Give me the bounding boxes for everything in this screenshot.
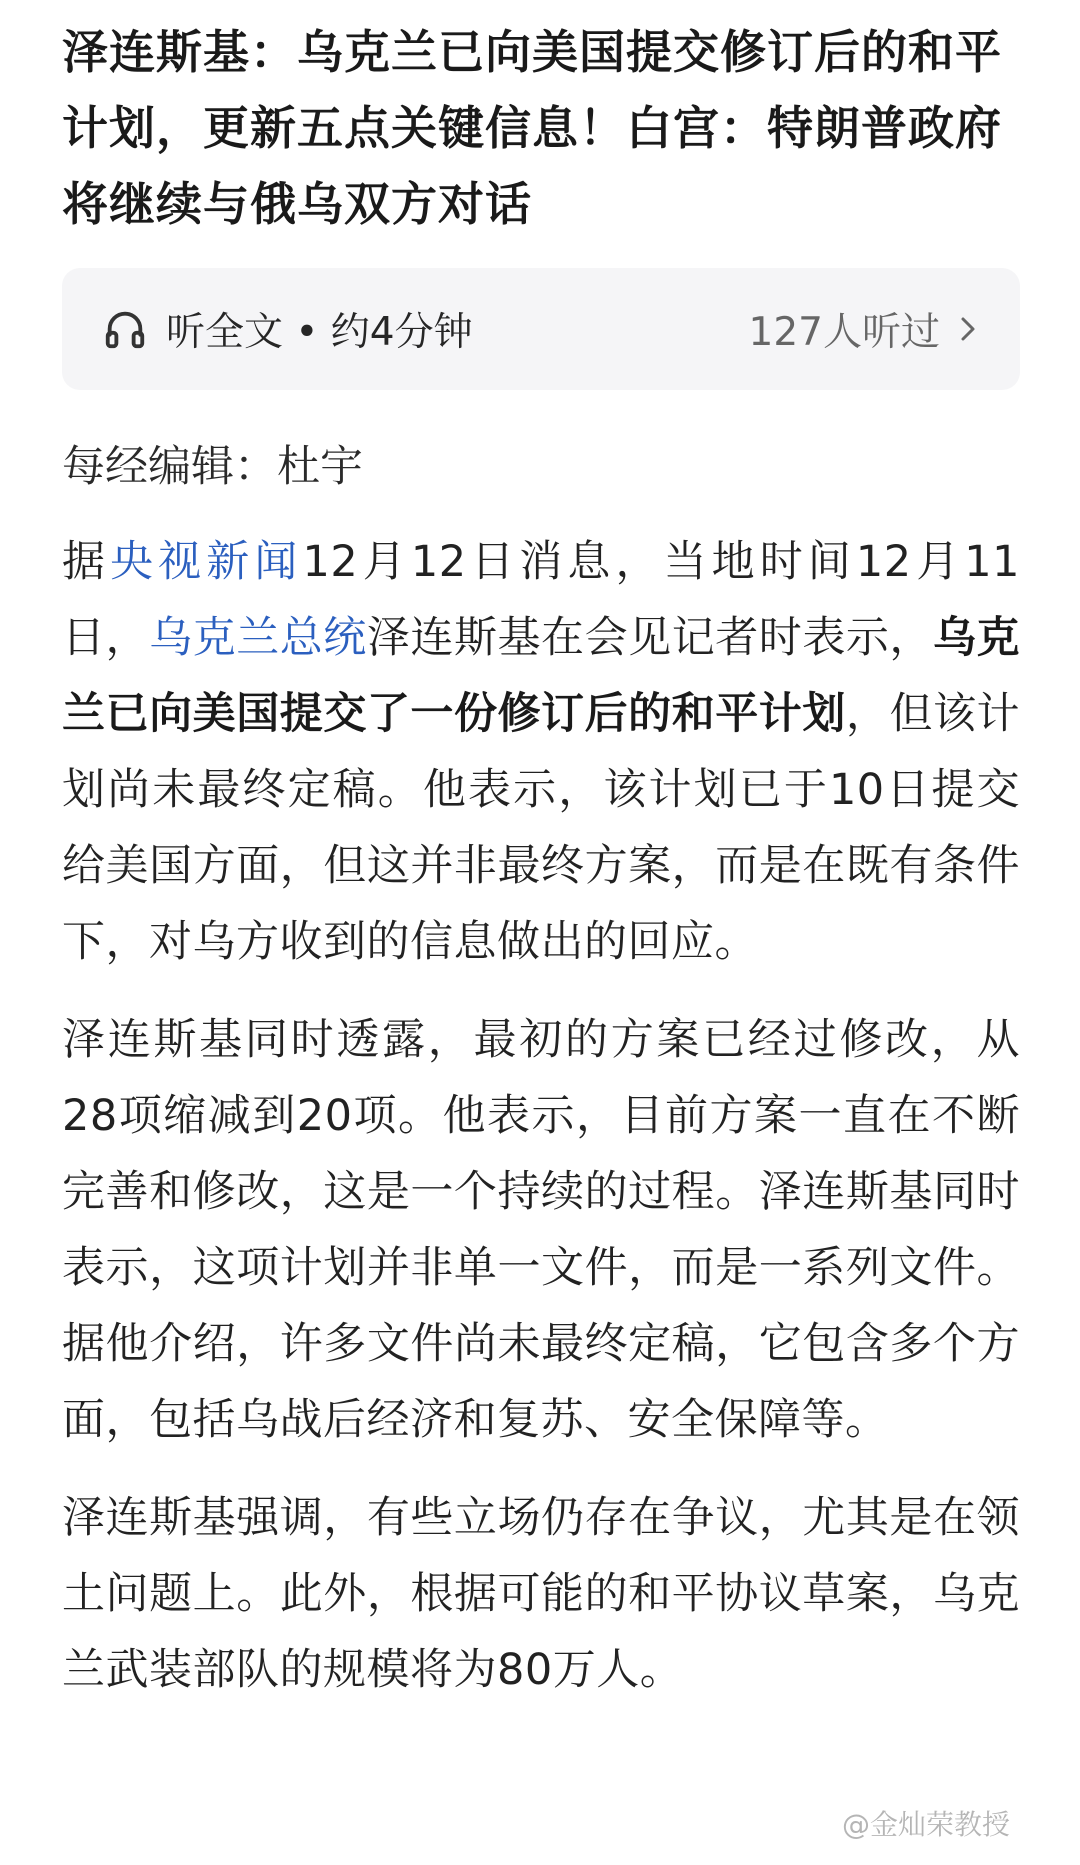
editor-line: 每经编辑：杜宇 xyxy=(62,442,363,492)
p1-text-2: 12月12日消息，当地时间12月11日， xyxy=(62,537,1021,663)
headphone-icon xyxy=(102,306,148,352)
paragraph-1 xyxy=(62,524,1020,980)
p1-text-4: ，但该计划尚未最终定稿。他表示，该计划已于10日提交给美国方面，但这并非最终方案，而是在既有条件下，对乌方收到的信息做出的回应。 xyxy=(62,689,1021,967)
link-ukraine-president[interactable]: 乌克兰总统 xyxy=(149,613,367,663)
link-usa[interactable]: 美国 xyxy=(192,689,280,739)
article-title: 泽连斯基：乌克兰已向美国提交修订后的和平计划，更新五点关键信息！白宫：特朗普政府将继续与俄乌双方对话 xyxy=(62,25,1002,231)
watermark: @金灿荣教授 xyxy=(841,1808,1010,1841)
p1-text-3: 泽连斯基在会见记者时表示， xyxy=(366,613,933,663)
audio-label: 听全文 • 约4分钟 xyxy=(166,310,473,355)
audio-left xyxy=(102,301,749,357)
article-page xyxy=(0,14,1080,1708)
paragraph-3: 泽连斯基强调，有些立场仍存在争议，尤其是在领土问题上。此外，根据可能的和平协议草案，乌克兰武装部队的规模将为80万人。 xyxy=(62,1493,1020,1695)
p1-bold-2: 提交了一份修订后的和平计划 xyxy=(279,689,846,739)
p1-text-1: 据 xyxy=(62,537,111,587)
audio-right[interactable] xyxy=(749,301,980,357)
listen-full-text-bar[interactable] xyxy=(62,268,1020,390)
listen-count: 127人听过 xyxy=(748,310,940,355)
paragraph-2: 泽连斯基同时透露，最初的方案已经过修改，从28项缩减到20项。他表示，目前方案一直在不断完善和修改，这是一个持续的过程。泽连斯基同时表示，这项计划并非单一文件，而是一系列文件。据他介绍，许多文件尚未最终定稿，它包含多个方面，包括乌战后经济和复苏、安全保障等。 xyxy=(62,1015,1020,1445)
chevron-right-icon xyxy=(958,312,980,346)
p1-bold-1: 乌克兰已向 xyxy=(62,613,1021,739)
link-cctv-news[interactable]: 央视新闻 xyxy=(110,537,303,587)
